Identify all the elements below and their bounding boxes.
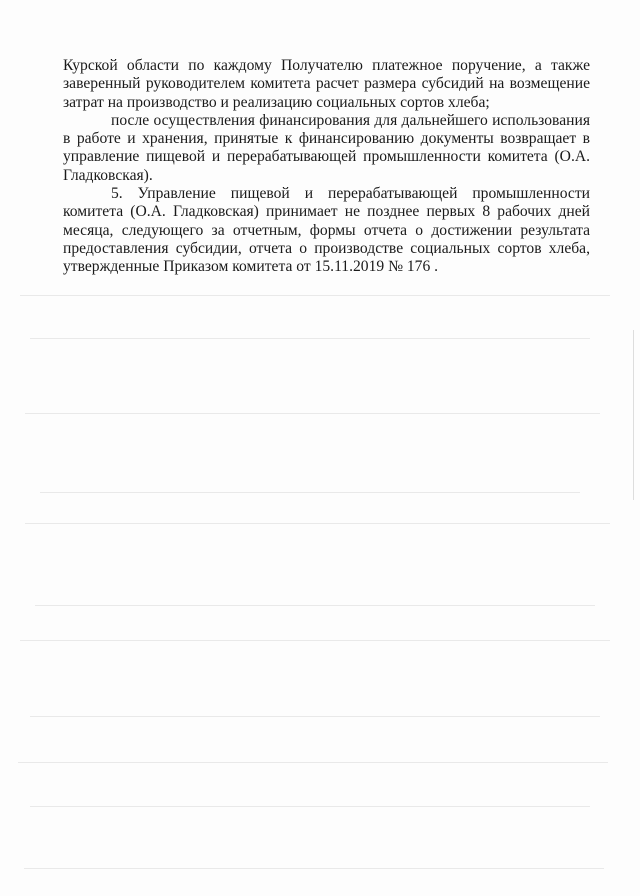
scan-noise [30,806,590,807]
paragraph-item-5: 5. Управление пищевой и перерабатывающей промышленности комитета (О.А. Гладковская) принимает не позднее первых 8 рабочих дней месяца, следующего за отчетным, формы отчета о достижении результата предоставления субсидии, отчета о производстве социальных сортов хлеба, утвержденные Приказом комитета от 15.11.2019 № 176 . [63,185,590,276]
scan-noise [35,605,595,606]
scan-noise [30,716,600,717]
paragraph-after-financing: после осуществления финансирования для дальнейшего использования в работе и хранения, принятые к финансированию документы возвращает в управление пищевой и перерабатывающей промышленности комитета (О.А. Гладковская). [63,111,590,184]
document-body [63,57,590,277]
scan-noise [18,762,608,763]
scan-noise [25,413,600,414]
scan-noise [24,868,604,869]
paragraph-payment-order: Курской области по каждому Получателю платежное поручение, а также заверенный руководителем комитета расчет размера субсидий на возмещение затрат на производство и реализацию социальных сортов хлеба; [63,57,590,111]
scan-edge [633,330,634,500]
scan-noise [30,338,590,339]
scan-noise [25,523,610,524]
scan-noise [40,492,580,493]
scan-noise [20,295,610,296]
scan-noise [20,640,610,641]
